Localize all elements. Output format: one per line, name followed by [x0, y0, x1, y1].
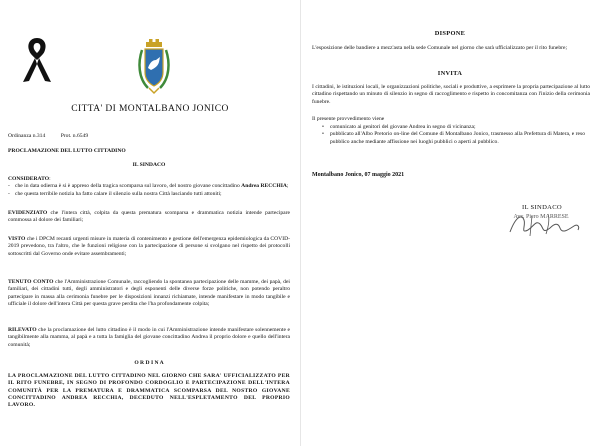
protocol-number: Prot. n.6549 [60, 133, 89, 139]
invita-heading: INVITA [437, 70, 463, 77]
provvedimento-item: • comunicato ai genitori del giovane Andrea in segno di vicinanza; [322, 124, 590, 131]
provvedimento-list [322, 124, 590, 146]
evidenziato-label: EVIDENZIATO [8, 210, 48, 216]
rilevato-label: RILEVATO [8, 327, 37, 333]
ordina-text: LA PROCLAMAZIONE DEL LUTTO CITTADINO NEL GIORNO CHE SARA' UFFICIALIZZATO PER IL RITO FUNEBRE, IN SEGNO DI PROFONDO CORDOGLIO E PARTECIPAZIONE DELL'INTERA COMUNITÀ PER LA PREMATURA E DRAMMATICA SCOMPARSA DEL NOSTRO GIOVANE CONCITTADINO ANDREA RECCHIA, DECEDUTO NELL'ESPLETAMENTO DEL PROPRIO LAVORO. [8, 373, 290, 409]
rilevato-section [8, 327, 290, 349]
visto-text: che i DPCM recanti urgenti misure in materia di contenimento e gestione dell'emergenza epidemiologica da COVID-2019 prevedono, tra l'altro, che le funzioni religiose con la partecipazione di persone si svolgano nel rispetto dei protocolli sottoscritti dal Governo onde evitare assembramenti; [8, 236, 290, 257]
invita-text: I cittadini, le istituzioni locali, le organizzazioni politiche, sociali e produttive, a esprimere la propria partecipazione al lutto cittadino rispettando un minuto di silenzio in segno di raccoglimento e rispetto in concomitanza con l'inizio della cerimonia funebre. [312, 84, 590, 105]
provvedimento-item: • pubblicato all'Albo Pretorio on-line del Comune di Montalbano Jonico, trasmesso alla Prefettura di Matera, e reso pubblico anche mediante affissione nei luoghi pubblici o aperti al pubblico. [322, 131, 590, 146]
evidenziato-section [8, 210, 290, 225]
city-title: CITTA' DI MONTALBANO JONICO [71, 104, 229, 114]
mayor-name: Avv. Piero MARRESE [513, 214, 569, 220]
dispone-text: L'esposizione delle bandiere a mezz'asta nella sede Comunale nel giorno che sarà ufficializzato per il rito funebre; [312, 45, 568, 51]
evidenziato-text: che l'intera città, colpita da questa prematura scomparsa e drammatica notizia intende partecipare commossa al dolore dei familiari; [8, 210, 290, 224]
visto-section [8, 236, 290, 258]
dispone-heading: DISPONE [434, 30, 466, 37]
considerato-item: - che questa terribile notizia ha fatto calare il silenzio sulla nostra Città lasciando tutti attoniti; [8, 191, 290, 198]
sindaco-heading: IL SINDACO [132, 162, 166, 168]
ordinance-number: Ordinanza n.314 [8, 133, 46, 139]
considerato-section: CONSIDERATO: - che in data odierna è si è appreso della tragica scomparsa sul lavoro, del nostro giovane concittadino Andrea RECCHIA; - che questa terribile notizia ha fatto calare il silenzio sulla nostra Città lasciando tutti attoniti; [8, 176, 290, 198]
considerato-item: - che in data odierna è si è appreso della tragica scomparsa sul lavoro, del nostro giovane concittadino Andrea RECCHIA; [8, 183, 290, 190]
mayor-title: IL SINDACO [522, 204, 562, 211]
date-line: Montalbano Jonico, 07 maggio 2021 [312, 172, 405, 178]
provvedimento-intro: Il presente provvedimento viene [312, 116, 385, 122]
considerato-label: CONSIDERATO [8, 176, 50, 182]
tenuto-conto-section [8, 279, 290, 308]
rilevato-text: che la proclamazione del lutto cittadino è il modo in cui l'Amministrazione intende manifestare solennemente e tangibilmente alla mamma, al papà e a tutta la famiglia del giovane concittadino Andrea il proprio dolore e quello dell'intera comunità; [8, 327, 290, 348]
mourning-ribbon-icon [20, 34, 54, 84]
ordina-heading: O R D I N A [134, 360, 164, 366]
tenuto-conto-text: che l'Amministrazione Comunale, raccogliendo la spontanea partecipazione delle mamme, dei papà, dei familiari, dei cittadini tutti, degli amministratori e degli esponenti delle diverse forze politiche, non potendo peraltro partecipare in massa alla cerimonia funebre per le disposizioni innanzi richiamate, intende manifestare in modo tangibile e ufficiale il dolore dell'intera Città per questa grave perdita che l'ha profondamente colpita; [8, 279, 290, 307]
proclamation-title: PROCLAMAZIONE DEL LUTTO CITTADINO [8, 148, 126, 154]
handwritten-signature [504, 206, 584, 240]
tenuto-conto-label: TENUTO CONTO [8, 279, 54, 285]
city-crest-icon [134, 38, 174, 96]
visto-label: VISTO [8, 236, 26, 242]
ordinance-reference [8, 133, 102, 139]
